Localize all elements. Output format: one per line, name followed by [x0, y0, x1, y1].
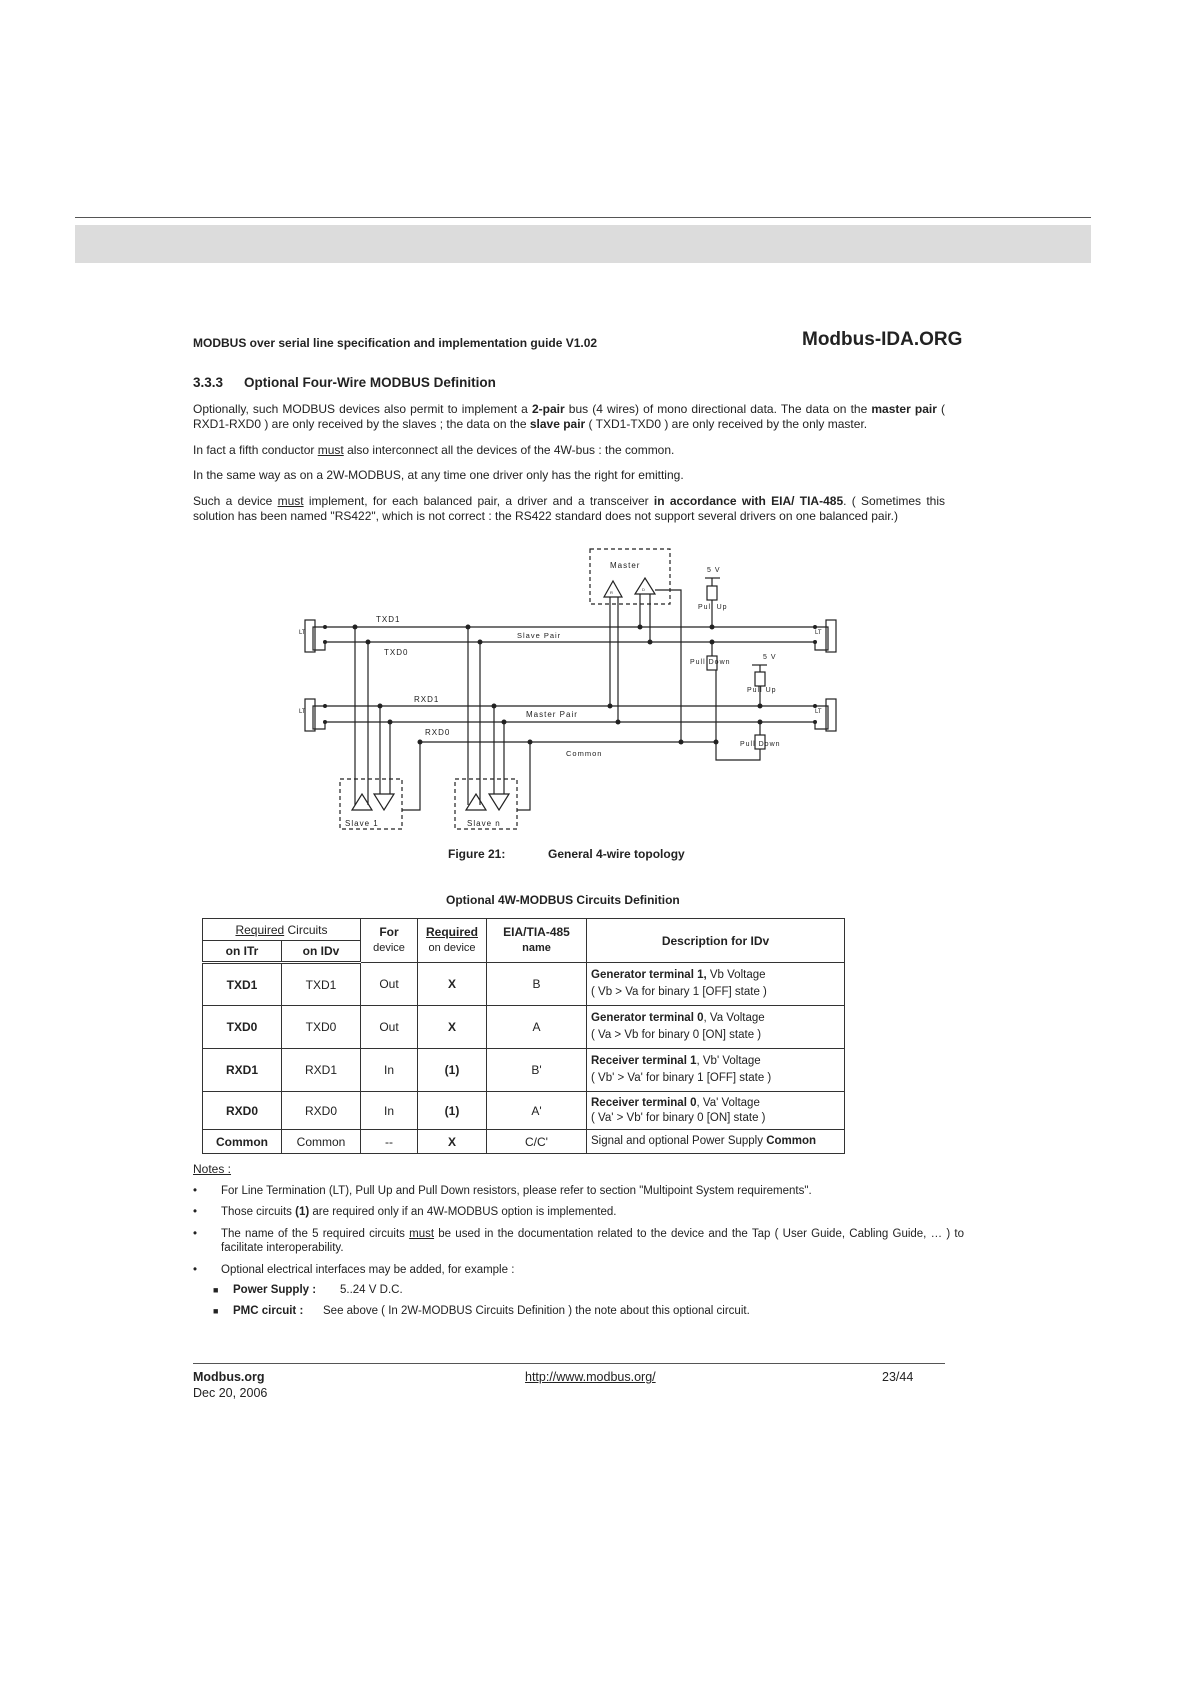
- header-description: Description for IDv: [587, 919, 845, 963]
- table-row: [203, 1130, 845, 1154]
- cell-dir: Out: [361, 1006, 418, 1049]
- label-lt-2: LT: [299, 709, 306, 715]
- label-slave-1: Slave 1: [345, 819, 379, 828]
- cell-desc: Signal and optional Power Supply Common: [587, 1130, 845, 1154]
- header-on-idv: on IDv: [282, 941, 361, 963]
- footer-url-link[interactable]: http://www.modbus.org/: [525, 1370, 656, 1384]
- p4-text-2: implement, for each balanced pair, a driver and a transceiver: [303, 494, 654, 508]
- cell-itr: Common: [203, 1130, 282, 1154]
- cell-idv: TXD0: [282, 1006, 361, 1049]
- cell-req: (1): [418, 1092, 487, 1130]
- header-for-device: For device: [361, 919, 418, 963]
- label-common: Common: [566, 749, 603, 758]
- label-master: Master: [610, 561, 641, 570]
- p1-text-1: Optionally, such MODBUS devices also permit to implement a: [193, 402, 532, 416]
- footer-rule: [193, 1363, 945, 1364]
- header-required-on-device: Required on device: [418, 919, 487, 963]
- figure-label: Figure 21:: [448, 847, 506, 861]
- label-txd0: TXD0: [384, 648, 409, 657]
- cell-idv: Common: [282, 1130, 361, 1154]
- pull-up-1-res: [707, 586, 717, 600]
- cell-desc: Receiver terminal 0, Va' Voltage ( Va' > Vb' for binary 0 [ON] state ): [587, 1092, 845, 1130]
- cell-itr: RXD0: [203, 1092, 282, 1130]
- master-box: [590, 549, 670, 604]
- footer-page-number: 23/44: [882, 1370, 914, 1384]
- p1-text-3: ( RXD1-RXD0 ) are only received by the slaves ; the data on the: [193, 402, 946, 431]
- bullet-2: •: [193, 1206, 198, 1218]
- paragraph-3: In the same way as on a 2W-MODBUS, at any time one driver only has the right for emitting.: [193, 468, 684, 482]
- slave-1-receiver-icon: [374, 794, 394, 810]
- cell-itr: TXD1: [203, 963, 282, 1006]
- p4-text-3: . ( Sometimes this solution has been named "RS422", which is not correct : the RS422 standard does not support several drivers on one balanced pair.): [193, 494, 946, 523]
- cell-eia: B': [487, 1049, 587, 1092]
- label-lt-4: LT: [815, 709, 822, 715]
- table-row: [203, 963, 845, 1006]
- p2-text-2: also interconnect all the devices of the 4W-bus : the common.: [343, 443, 675, 457]
- figure-title: General 4-wire topology: [548, 847, 685, 861]
- label-5v-2: 5 V: [763, 654, 777, 661]
- label-master-pair: Master Pair: [526, 710, 578, 719]
- cell-req: X: [418, 1130, 487, 1154]
- cell-eia: B: [487, 963, 587, 1006]
- sub-bullet-2: ■: [213, 1306, 219, 1316]
- notes-title: Notes :: [193, 1162, 232, 1176]
- bullet-1: •: [193, 1185, 198, 1197]
- p2-underline: must: [317, 443, 344, 457]
- label-slave-n: Slave n: [467, 819, 501, 828]
- label-pull-down-2: Pull Down: [740, 741, 781, 748]
- label-lt-1: LT: [299, 630, 306, 636]
- footer-date: Dec 20, 2006: [193, 1386, 268, 1400]
- label-5v-1: 5 V: [707, 567, 721, 574]
- wire-master-common: [655, 590, 681, 742]
- cell-dir: Out: [361, 963, 418, 1006]
- label-pull-up-1: Pull Up: [698, 604, 728, 611]
- cell-desc: Receiver terminal 1, Vb' Voltage ( Vb' > Va' for binary 1 [OFF] state ): [587, 1049, 845, 1092]
- label-master-d: D: [642, 587, 645, 592]
- cell-dir: In: [361, 1092, 418, 1130]
- cell-dir: In: [361, 1049, 418, 1092]
- table-row: [203, 1049, 845, 1092]
- sub-bullet-1: ■: [213, 1285, 219, 1295]
- master-receiver-icon: [604, 581, 622, 597]
- label-master-r: R: [610, 590, 613, 595]
- slave-n-driver-icon: [466, 794, 486, 810]
- p1-bold-3: slave pair: [529, 417, 586, 431]
- wire-s1-common: [402, 742, 420, 810]
- power-supply-label: Power Supply :: [233, 1284, 317, 1296]
- cell-itr: RXD1: [203, 1049, 282, 1092]
- p2-text-1: In fact a fifth conductor: [193, 443, 318, 457]
- cell-idv: RXD0: [282, 1092, 361, 1130]
- note-4: Optional electrical interfaces may be added, for example :: [221, 1264, 515, 1276]
- bullet-3: •: [193, 1228, 198, 1240]
- cell-eia: A: [487, 1006, 587, 1049]
- pmc-circuit-label: PMC circuit :: [233, 1305, 304, 1317]
- table-row: [203, 1006, 845, 1049]
- p4-bold: in accordance with EIA/ TIA-485: [653, 494, 844, 508]
- cell-req: X: [418, 1006, 487, 1049]
- cell-dir: --: [361, 1130, 418, 1154]
- bullet-4: •: [193, 1264, 198, 1276]
- header-eia-name: EIA/TIA-485 name: [487, 919, 587, 963]
- cell-req: (1): [418, 1049, 487, 1092]
- power-supply-value: 5..24 V D.C.: [340, 1284, 403, 1296]
- label-lt-3: LT: [815, 630, 822, 636]
- header-required-circuits: Required Circuits: [203, 919, 361, 941]
- pull-up-2-res: [755, 672, 765, 686]
- label-slave-pair: Slave Pair: [517, 631, 562, 640]
- circuits-table: [202, 918, 845, 1154]
- p1-text-2: bus (4 wires) of mono directional data. The data on the: [564, 402, 872, 416]
- slave-n-receiver-icon: [489, 794, 509, 810]
- label-rxd1: RXD1: [414, 695, 440, 704]
- p4-text-1: Such a device: [193, 494, 278, 508]
- label-pull-down-1: Pull Down: [690, 659, 731, 666]
- p1-bold-1: 2-pair: [531, 402, 565, 416]
- pmc-circuit-value: See above ( In 2W-MODBUS Circuits Definition ) the note about this optional circuit.: [323, 1305, 750, 1317]
- header-on-itr: on ITr: [203, 941, 282, 963]
- p1-text-4: ( TXD1-TXD0 ) are only received by the only master.: [585, 417, 868, 431]
- table-row: [203, 1092, 845, 1130]
- cell-eia: A': [487, 1092, 587, 1130]
- cell-idv: TXD1: [282, 963, 361, 1006]
- p1-bold-2: master pair: [871, 402, 937, 416]
- note-3: The name of the 5 required circuits must be used in the documentation related to the device and the Tap ( User Guide, Cabling Guide, … ) to facilitate interoperability.: [221, 1228, 964, 1254]
- note-2: Those circuits (1) are required only if an 4W-MODBUS option is implemented.: [221, 1206, 617, 1218]
- table-title: Optional 4W-MODBUS Circuits Definition: [446, 893, 680, 907]
- note-1: For Line Termination (LT), Pull Up and Pull Down resistors, please refer to section "Multipoint System requirements".: [221, 1185, 812, 1197]
- p4-underline: must: [277, 494, 304, 508]
- cell-req: X: [418, 963, 487, 1006]
- label-txd1: TXD1: [376, 615, 401, 624]
- org-logo-text: Modbus-IDA.ORG: [802, 329, 963, 350]
- doc-title: MODBUS over serial line specification and implementation guide V1.02: [193, 336, 598, 350]
- cell-eia: C/C': [487, 1130, 587, 1154]
- wire-sn-common: [517, 742, 530, 810]
- cell-idv: RXD1: [282, 1049, 361, 1092]
- section-title: Optional Four-Wire MODBUS Definition: [244, 375, 496, 390]
- cell-desc: Generator terminal 1, Vb Voltage ( Vb > Va for binary 1 [OFF] state ): [587, 963, 845, 1006]
- footer-org: Modbus.org: [193, 1370, 265, 1384]
- master-driver-icon: [635, 578, 655, 594]
- section-number: 3.3.3: [193, 375, 224, 390]
- label-pull-up-2: Pull Up: [747, 687, 777, 694]
- cell-itr: TXD0: [203, 1006, 282, 1049]
- label-rxd0: RXD0: [425, 728, 451, 737]
- cell-desc: Generator terminal 0, Va Voltage ( Va > Vb for binary 0 [ON] state ): [587, 1006, 845, 1049]
